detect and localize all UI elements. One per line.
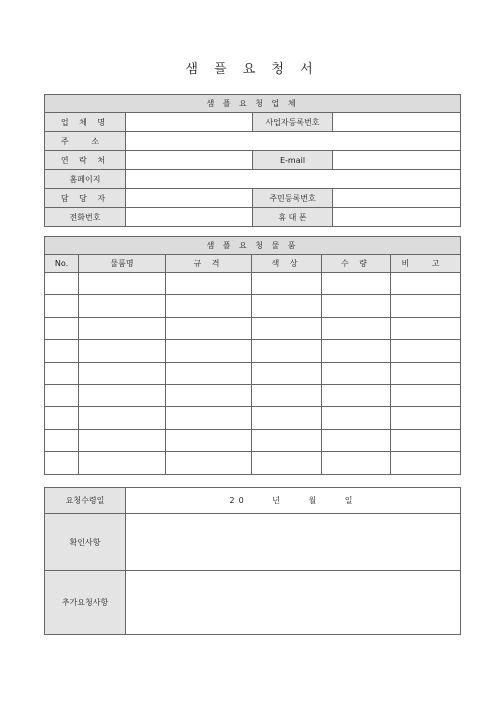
table-cell[interactable] (391, 384, 461, 406)
table-cell[interactable] (322, 273, 391, 295)
column-header: 규 격 (166, 255, 252, 273)
column-header: 비 고 (391, 255, 461, 273)
company-name-field[interactable] (126, 113, 253, 132)
table-cell[interactable] (45, 452, 79, 474)
company-name-label: 업 체 명 (45, 113, 126, 132)
table-cell[interactable] (79, 429, 166, 451)
table-cell[interactable] (45, 407, 79, 429)
table-cell[interactable] (391, 362, 461, 384)
table-cell[interactable] (79, 362, 166, 384)
table-row (45, 295, 461, 317)
table-row (45, 429, 461, 451)
phone-field[interactable] (126, 208, 253, 227)
table-cell[interactable] (252, 429, 322, 451)
table-cell[interactable] (79, 407, 166, 429)
table-cell[interactable] (391, 340, 461, 362)
phone-label: 전화번호 (45, 208, 126, 227)
document-title: 샘 플 요 청 서 (185, 62, 319, 77)
table-cell[interactable] (45, 429, 79, 451)
table-cell[interactable] (252, 295, 322, 317)
table-cell[interactable] (45, 384, 79, 406)
homepage-field[interactable] (126, 170, 461, 189)
table-cell[interactable] (252, 407, 322, 429)
table-cell[interactable] (79, 384, 166, 406)
table-cell[interactable] (79, 340, 166, 362)
confirm-label: 확인사항 (45, 514, 126, 571)
table-cell[interactable] (391, 273, 461, 295)
mobile-field[interactable] (333, 208, 461, 227)
table-cell[interactable] (166, 452, 252, 474)
table-row (45, 452, 461, 474)
table-cell[interactable] (322, 384, 391, 406)
table-cell[interactable] (252, 273, 322, 295)
company-header: 샘 플 요 청 업 체 (45, 95, 461, 113)
table-cell[interactable] (391, 317, 461, 339)
table-row (45, 340, 461, 362)
table-cell[interactable] (391, 452, 461, 474)
table-cell[interactable] (79, 317, 166, 339)
business-number-field[interactable] (333, 113, 461, 132)
table-cell[interactable] (166, 362, 252, 384)
table-cell[interactable] (322, 452, 391, 474)
table-cell[interactable] (45, 340, 79, 362)
table-cell[interactable] (79, 273, 166, 295)
email-label: E-mail (253, 151, 333, 170)
table-row (45, 407, 461, 429)
column-header: 수 량 (322, 255, 391, 273)
table-cell[interactable] (252, 340, 322, 362)
items-header: 샘 플 요 청 물 품 (45, 237, 461, 255)
address-field[interactable] (126, 132, 461, 151)
table-cell[interactable] (391, 429, 461, 451)
business-number-label: 사업자등록번호 (253, 113, 333, 132)
table-cell[interactable] (391, 407, 461, 429)
column-header: No. (45, 255, 79, 273)
contact-field[interactable] (126, 151, 253, 170)
table-cell[interactable] (252, 452, 322, 474)
company-table (44, 94, 461, 227)
table-cell[interactable] (252, 317, 322, 339)
table-cell[interactable] (252, 362, 322, 384)
table-cell[interactable] (252, 384, 322, 406)
table-cell[interactable] (391, 295, 461, 317)
receive-date-label: 요청수령일 (45, 488, 126, 514)
table-cell[interactable] (166, 407, 252, 429)
manager-label: 담 당 자 (45, 189, 126, 208)
extra-request-field[interactable] (126, 571, 461, 635)
table-cell[interactable] (322, 317, 391, 339)
table-cell[interactable] (166, 340, 252, 362)
mobile-label: 휴 대 폰 (253, 208, 333, 227)
column-header: 색 상 (252, 255, 322, 273)
table-cell[interactable] (45, 295, 79, 317)
table-cell[interactable] (45, 273, 79, 295)
resident-number-label: 주민등록번호 (253, 189, 333, 208)
email-field[interactable] (333, 151, 461, 170)
confirm-field[interactable] (126, 514, 461, 571)
table-cell[interactable] (166, 295, 252, 317)
table-cell[interactable] (166, 384, 252, 406)
table-cell[interactable] (322, 295, 391, 317)
table-cell[interactable] (322, 407, 391, 429)
address-label: 주 소 (45, 132, 126, 151)
items-table (44, 236, 461, 475)
table-cell[interactable] (322, 429, 391, 451)
request-table (44, 487, 461, 635)
table-cell[interactable] (166, 273, 252, 295)
table-row (45, 317, 461, 339)
table-cell[interactable] (322, 362, 391, 384)
table-row (45, 384, 461, 406)
table-cell[interactable] (166, 429, 252, 451)
table-row (45, 273, 461, 295)
table-cell[interactable] (45, 317, 79, 339)
receive-date-field[interactable]: 20 년 월 일 (126, 488, 461, 514)
column-header: 물품명 (79, 255, 166, 273)
resident-number-field[interactable] (333, 189, 461, 208)
manager-field[interactable] (126, 189, 253, 208)
contact-label: 연 락 처 (45, 151, 126, 170)
homepage-label: 홈페이지 (45, 170, 126, 189)
table-cell[interactable] (45, 362, 79, 384)
table-cell[interactable] (166, 317, 252, 339)
table-row (45, 362, 461, 384)
extra-request-label: 추가요청사항 (45, 571, 126, 635)
table-cell[interactable] (79, 295, 166, 317)
table-cell[interactable] (79, 452, 166, 474)
table-cell[interactable] (322, 340, 391, 362)
